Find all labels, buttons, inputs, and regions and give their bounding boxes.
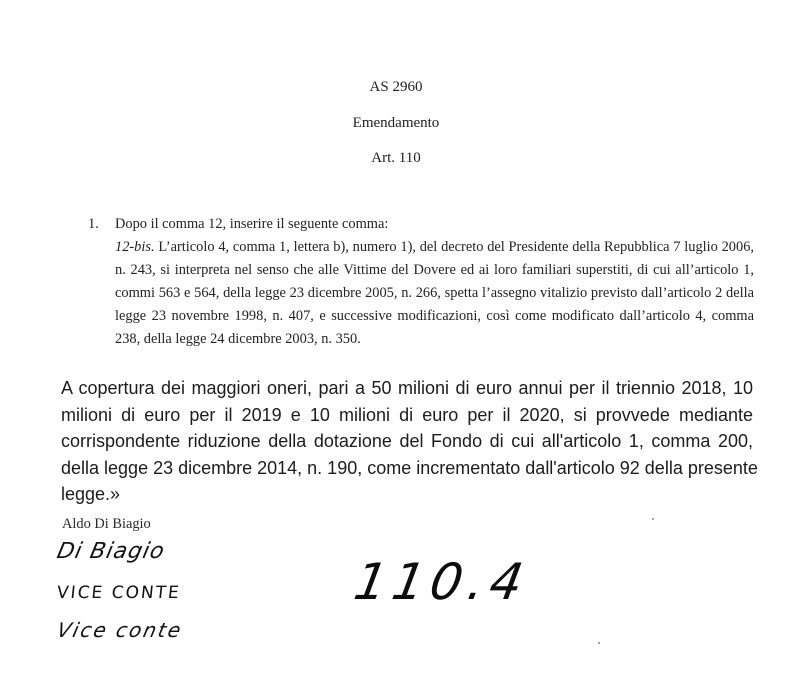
amendment-item <box>88 213 754 351</box>
coverage-paragraph <box>61 375 758 508</box>
coverage-line: corrispondente riduzione della dotazione del Fondo di cui all'articolo 1, comma 200, <box>61 431 753 451</box>
document-id: AS 2960 <box>369 79 423 95</box>
handwritten-cosigner: Vice conte <box>54 618 185 642</box>
coverage-line: legge.» <box>61 484 121 504</box>
coverage-line: milioni di euro per il 2019 e 10 milioni di euro per il 2020, si provvede mediante <box>61 404 753 425</box>
amendment-lead: Dopo il comma 12, inserire il seguente comma: <box>115 216 389 232</box>
signer-name: Aldo Di Biagio <box>62 516 151 532</box>
document-type: Emendamento <box>352 115 440 131</box>
scan-speck <box>652 518 654 520</box>
coverage-line: A copertura dei maggiori oneri, pari a 50 milioni di euro annui per il triennio 2018, 10 <box>61 378 753 398</box>
coverage-line: della legge 23 dicembre 2014, n. 190, come incrementato dall'articolo 92 della presente <box>61 457 758 478</box>
amendment-body <box>115 213 754 351</box>
article-number: Art. 110 <box>371 150 421 166</box>
handwritten-cosigner-caps: VICE CONTE <box>55 583 182 603</box>
handwritten-signature: Di Biagio <box>54 539 168 564</box>
amendment-number: 1. <box>88 216 99 232</box>
handwritten-amendment-number: 110.4 <box>349 553 534 611</box>
paragraph-text: L’articolo 4, comma 1, lettera b), numero 1), del decreto del Presidente della Repubblica 7 luglio 2006, n. 243, si interpreta nel senso che alle Vittime del Dovere ed ai loro familiari superstiti, di cui all’articolo 1, commi 563 e 564, della legge 23 dicembre 2005, n. 266, spetta l’assegno vitalizio previsto dall’articolo 2 della legge 23 novembre 1998, n. 407, e successive modificazioni, così come modificato dall’articolo 4, comma 238, della legge 24 dicembre 2003, n. 350. <box>115 239 754 347</box>
scan-speck <box>598 642 600 644</box>
paragraph-tag: 12-bis. <box>115 239 155 255</box>
